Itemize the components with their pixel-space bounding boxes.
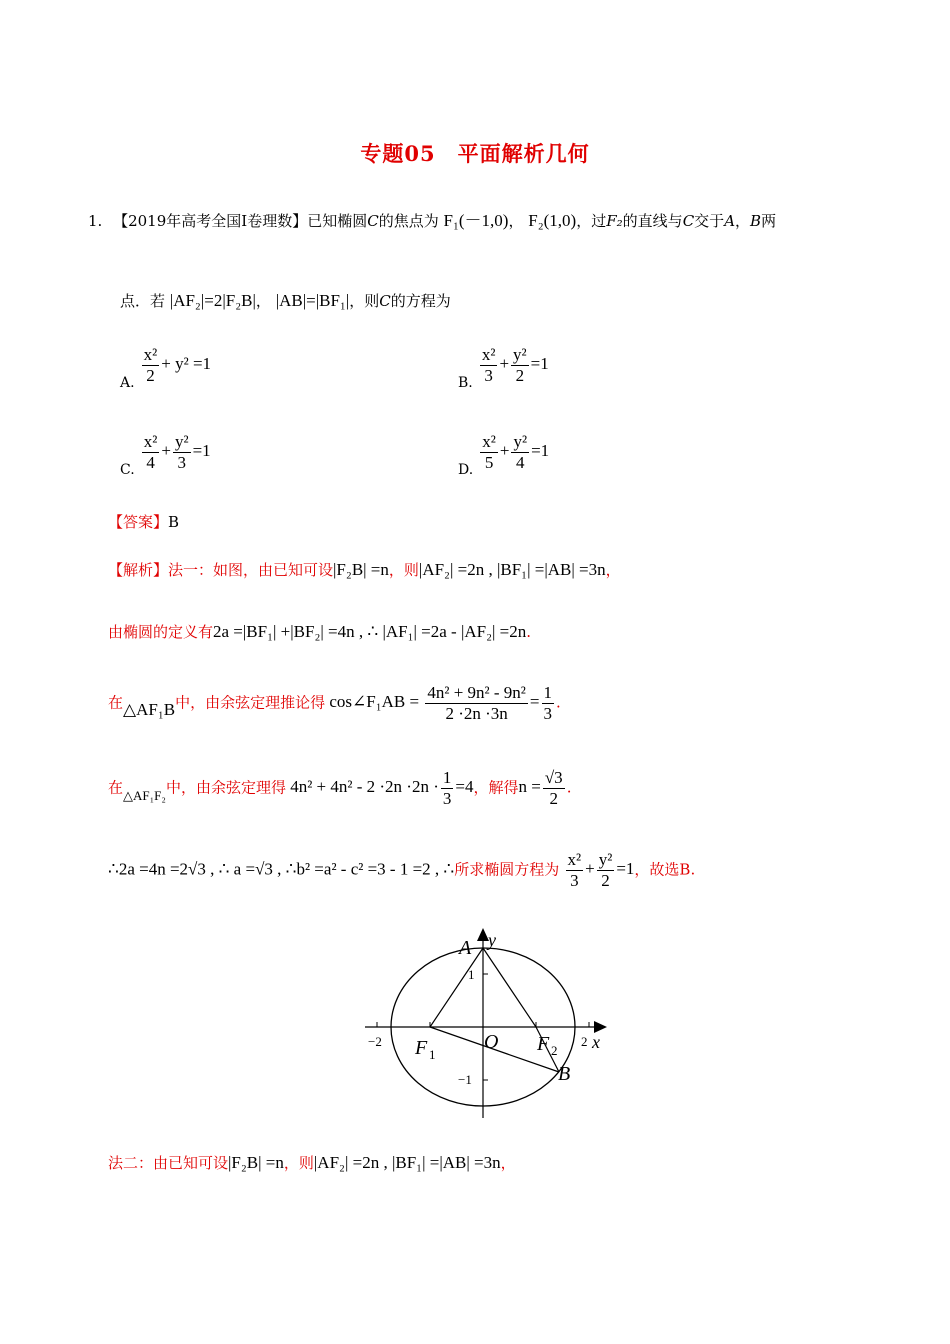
method2-line bbox=[108, 1152, 516, 1173]
analysis-line-1 bbox=[108, 559, 621, 580]
frac-num: 4n² + 9n² - 9n² bbox=[427, 683, 526, 702]
triangle-expr: △AF₁F₂ bbox=[123, 788, 166, 804]
focus-f1: F₁(－1,0) bbox=[443, 211, 509, 230]
analysis-text: ， bbox=[605, 561, 621, 579]
frac-num: x² bbox=[567, 850, 582, 869]
analysis-text: ，故选B. bbox=[634, 860, 696, 879]
question-line-1 bbox=[88, 206, 776, 231]
analysis-line-4 bbox=[108, 768, 571, 809]
separator: ， bbox=[735, 212, 751, 230]
label-o: O bbox=[484, 1031, 499, 1053]
option-a[interactable] bbox=[120, 345, 212, 392]
tick-label-neg1: −1 bbox=[458, 1072, 472, 1087]
question-text: 已知椭圆 bbox=[307, 212, 368, 230]
frac-den: 2 bbox=[601, 871, 610, 890]
condition-2: |AB|=|BF₁| bbox=[275, 291, 350, 310]
analysis-text: 由椭圆的定义有 bbox=[108, 623, 214, 641]
separator: ， bbox=[508, 212, 524, 230]
analysis-text: ， bbox=[500, 1154, 516, 1172]
question-text: 点．若 bbox=[120, 292, 166, 310]
math-expr: ∴2a =4n =2√3 , ∴ a =√3 , ∴b² =a² - c² =3 - 1 =2 , ∴ bbox=[108, 859, 455, 879]
frac-num: x² bbox=[481, 345, 496, 364]
plus: + bbox=[585, 859, 595, 879]
math-expr: 2a =|BF₁| +|BF₂| =4n , ∴ |AF₁| =2a - |AF₂| =2n bbox=[213, 622, 527, 641]
plus: + bbox=[499, 441, 510, 461]
analysis-text: ，则 bbox=[388, 561, 419, 579]
analysis-text: 中，由余弦定理得 bbox=[165, 778, 286, 797]
analysis-text: . bbox=[566, 778, 572, 797]
analysis-text: 在 bbox=[108, 778, 124, 797]
frac-den: 2 bbox=[549, 789, 559, 808]
question-line-2 bbox=[120, 290, 451, 311]
label-y: y bbox=[488, 930, 496, 950]
f2-ref: F₂ bbox=[606, 212, 623, 230]
frac-num: 1 bbox=[442, 768, 452, 787]
answer-label: 【答案】 bbox=[108, 513, 169, 531]
question-text: ，则 bbox=[349, 292, 380, 310]
frac-den: 3 bbox=[177, 453, 187, 472]
frac-num: y² bbox=[513, 432, 528, 451]
analysis-text: ，解得 bbox=[473, 778, 519, 797]
frac-num: 1 bbox=[543, 683, 552, 702]
analysis-line-5 bbox=[108, 850, 695, 891]
question-number: 1. bbox=[88, 212, 103, 230]
math-expr: |AF₂| =2n , |BF₁| =|AB| =3n bbox=[313, 1153, 501, 1172]
label-f1: F bbox=[415, 1037, 428, 1059]
frac-den: 4 bbox=[516, 453, 525, 472]
frac-den: 3 bbox=[484, 366, 493, 385]
frac-den: 3 bbox=[543, 704, 552, 723]
point-b: B bbox=[750, 212, 762, 230]
label-a: A bbox=[459, 937, 472, 959]
math-expr: |F₂B| =n bbox=[228, 1153, 284, 1172]
math-expr: 4n² + 4n² - 2 ·2n ·2n · bbox=[290, 777, 439, 797]
frac-den: 5 bbox=[484, 453, 494, 472]
answer-line bbox=[108, 511, 179, 532]
frac-den: 2 bbox=[146, 366, 155, 385]
label-b: B bbox=[558, 1063, 571, 1085]
equals: = bbox=[529, 692, 540, 712]
tick-label-neg2: −2 bbox=[368, 1034, 382, 1049]
analysis-text: 法二：由已知可设 bbox=[108, 1154, 229, 1172]
option-c[interactable] bbox=[120, 432, 211, 479]
frac-num: x² bbox=[482, 432, 496, 451]
question-text: 两 bbox=[761, 212, 777, 230]
plus: + bbox=[499, 354, 510, 374]
analysis-text: 中，由余弦定理推论得 bbox=[175, 693, 326, 712]
analysis-text: . bbox=[556, 693, 561, 712]
analysis-line-2 bbox=[108, 621, 531, 642]
triangle-expr: △AF₁B bbox=[123, 700, 176, 720]
plus: + bbox=[161, 441, 171, 461]
focus-f2: F₂(1,0) bbox=[528, 211, 577, 230]
question-text: 的方程为 bbox=[390, 292, 451, 310]
equals: =1 bbox=[531, 441, 550, 461]
question-text: 交于 bbox=[694, 212, 725, 230]
math-expr: |F₂B| =n bbox=[333, 560, 389, 579]
question-text: 的直线与 bbox=[622, 212, 683, 230]
frac-den: 2 ·2n ·3n bbox=[445, 704, 508, 723]
analysis-text: 法一：如图，由已知可设 bbox=[168, 561, 334, 579]
math-expr: |AF₂| =2n , |BF₁| =|AB| =3n bbox=[418, 560, 606, 579]
label-x: x bbox=[592, 1032, 600, 1052]
frac-den: 2 bbox=[515, 366, 525, 385]
frac-num: y² bbox=[174, 432, 189, 451]
analysis-label: 【解析】 bbox=[108, 561, 169, 579]
tick-label-2: 2 bbox=[581, 1034, 588, 1049]
equals: =4 bbox=[455, 777, 474, 797]
frac-num: y² bbox=[598, 850, 613, 869]
analysis-line-3 bbox=[108, 683, 561, 724]
option-label: A. bbox=[120, 375, 135, 392]
option-d[interactable] bbox=[458, 432, 550, 479]
ellipse-figure bbox=[360, 920, 620, 1120]
question-text: ，过 bbox=[576, 212, 607, 230]
frac-den: 4 bbox=[146, 453, 155, 472]
analysis-text: 所求椭圆方程为 bbox=[454, 860, 560, 879]
frac-num: x² bbox=[143, 432, 158, 451]
separator: ， bbox=[255, 292, 271, 310]
option-label: C. bbox=[120, 462, 135, 479]
question-source: 【2019年高考全国Ⅰ卷理数】 bbox=[113, 212, 308, 230]
frac-num: √3 bbox=[544, 768, 563, 787]
var-c: C bbox=[379, 292, 391, 310]
frac-num: x² bbox=[143, 345, 158, 364]
equals: =1 bbox=[616, 859, 635, 879]
var-c: C bbox=[682, 212, 695, 230]
equals: =1 bbox=[530, 354, 549, 374]
math-expr: n = bbox=[518, 777, 541, 797]
analysis-text: 在 bbox=[108, 693, 124, 712]
point-a: A bbox=[724, 212, 736, 230]
option-label: D. bbox=[458, 462, 474, 479]
option-expr: + y² =1 bbox=[161, 354, 212, 374]
question-text: 的焦点为 bbox=[378, 212, 439, 230]
cos-expr: cos∠F₁AB = bbox=[329, 692, 420, 712]
tick-label-1: 1 bbox=[468, 967, 475, 982]
var-c: C bbox=[367, 212, 379, 230]
label-f2: F bbox=[537, 1033, 550, 1055]
label-f2-sub: 2 bbox=[551, 1043, 558, 1058]
frac-num: y² bbox=[513, 345, 527, 364]
analysis-text: . bbox=[526, 623, 532, 641]
page-title: 专题05 平面解析几何 bbox=[360, 141, 590, 166]
frac-den: 3 bbox=[570, 871, 579, 890]
frac-den: 3 bbox=[442, 789, 452, 808]
equals: =1 bbox=[192, 441, 211, 461]
label-f1-sub: 1 bbox=[429, 1047, 436, 1062]
option-b[interactable] bbox=[458, 345, 549, 392]
answer-value: B bbox=[168, 513, 180, 531]
analysis-text: ，则 bbox=[283, 1154, 314, 1172]
option-label: B. bbox=[458, 375, 473, 392]
condition-1: |AF₂|=2|F₂B| bbox=[169, 291, 256, 310]
